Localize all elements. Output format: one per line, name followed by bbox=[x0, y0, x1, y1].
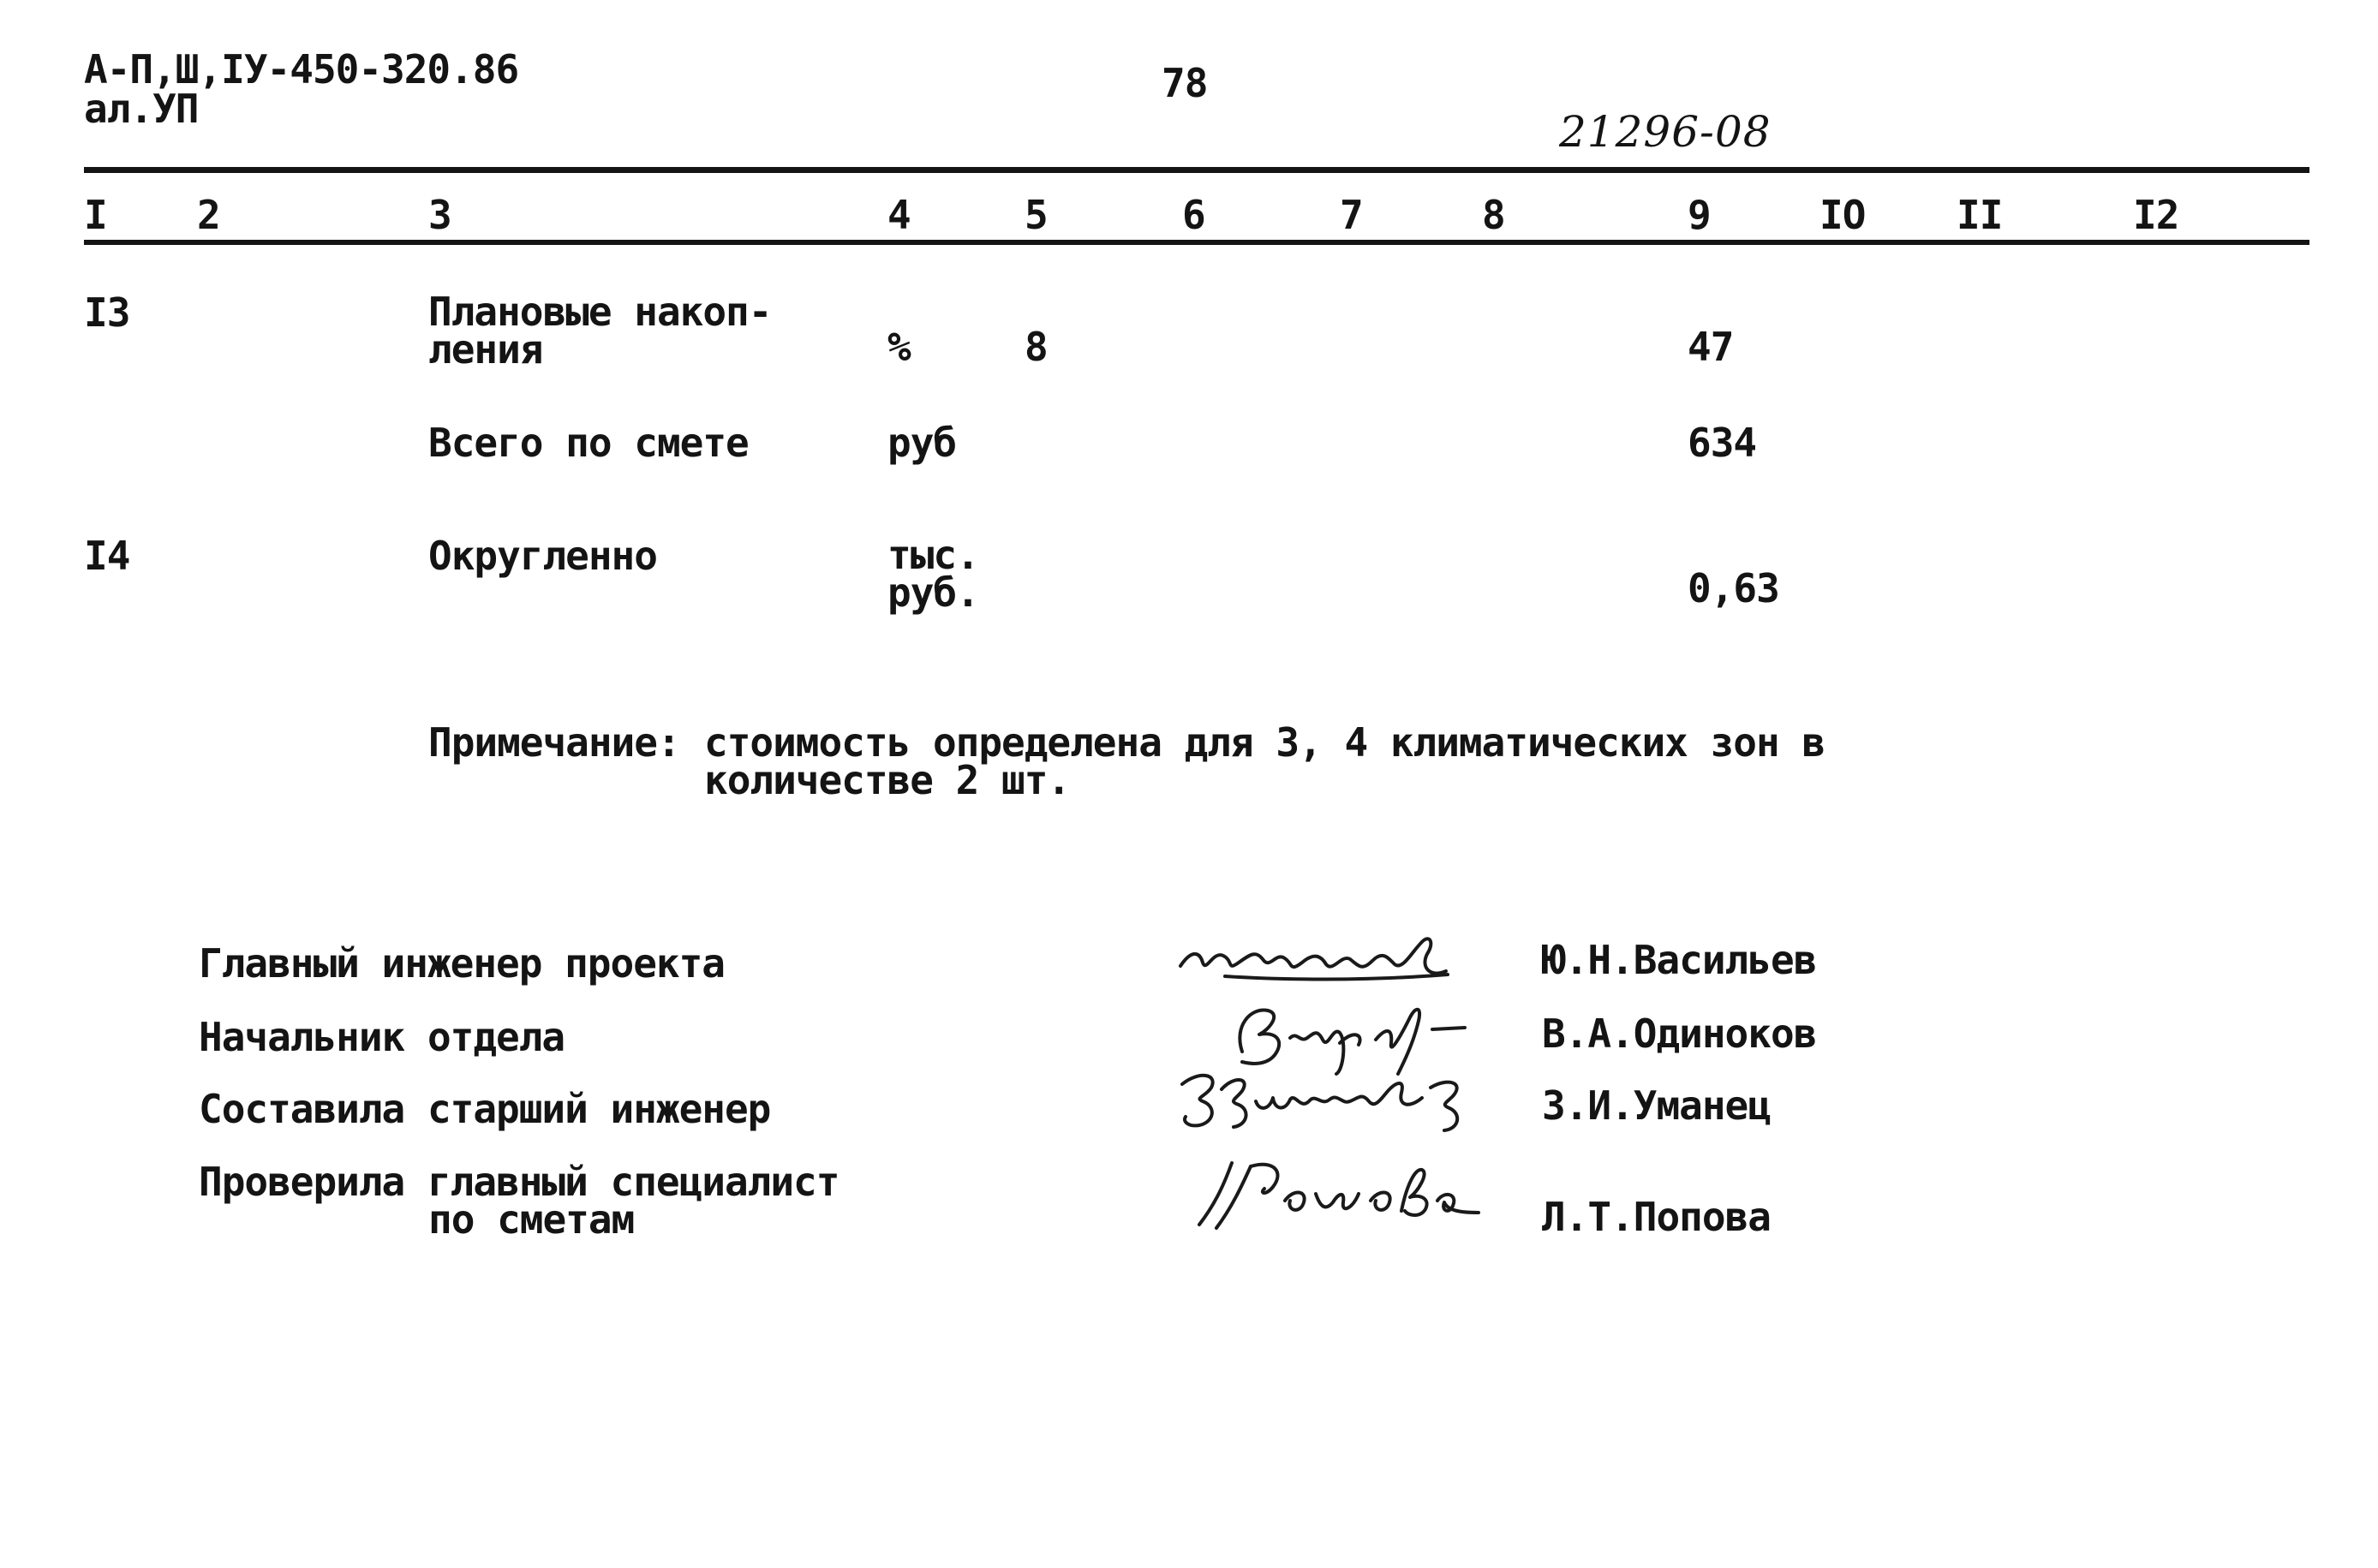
inventory-number: 21296-08 bbox=[1559, 107, 1772, 157]
column-header-3: 3 bbox=[428, 192, 451, 238]
position-line-2: по сметам bbox=[428, 1196, 635, 1243]
row-value-col9: 47 bbox=[1688, 324, 1734, 370]
handwritten-signature-umanets bbox=[1174, 1058, 1482, 1144]
row-unit-rub: руб bbox=[887, 420, 957, 466]
note-label: Примечание: bbox=[428, 719, 680, 766]
row-name-rounded: Округленно bbox=[428, 533, 657, 579]
column-header-7: 7 bbox=[1340, 192, 1363, 238]
row-name-planned-accumulations bbox=[428, 289, 772, 373]
signature-name-chief-specialist: Л.Т.Попова bbox=[1542, 1194, 1771, 1240]
signature-name-chief-engineer: Ю.Н.Васильев bbox=[1542, 937, 1817, 983]
row-unit-percent: % bbox=[887, 324, 911, 370]
column-header-1: I bbox=[84, 192, 107, 238]
column-header-5: 5 bbox=[1025, 192, 1048, 238]
row-rounded-value: 0,63 bbox=[1688, 565, 1779, 611]
column-header-4: 4 bbox=[887, 192, 911, 238]
signature-position-chief-specialist bbox=[199, 1159, 839, 1243]
column-header-6: 6 bbox=[1182, 192, 1205, 238]
album-label: ал.УП bbox=[84, 86, 199, 132]
row-number-14: I4 bbox=[84, 533, 130, 579]
column-header-12: I2 bbox=[2133, 192, 2179, 238]
column-header-2: 2 bbox=[197, 192, 220, 238]
signature-position-chief-engineer: Главный инженер проекта bbox=[199, 940, 725, 987]
header-rule-top bbox=[84, 167, 2309, 173]
note-line-1: стоимость определена для 3, 4 климатических зон в bbox=[704, 719, 1825, 766]
signature-name-senior-engineer: З.И.Уманец bbox=[1542, 1082, 1771, 1129]
column-header-9: 9 bbox=[1688, 192, 1711, 238]
row-number-13: I3 bbox=[84, 289, 130, 336]
row-unit-thousand-rub bbox=[887, 532, 979, 616]
handwritten-signature-popova bbox=[1191, 1151, 1482, 1237]
column-header-8: 8 bbox=[1482, 192, 1505, 238]
unit-line-1: тыс. bbox=[887, 532, 979, 578]
row-name-line-2: ления bbox=[428, 326, 543, 373]
signature-name-department-head: В.А.Одиноков bbox=[1542, 1011, 1817, 1057]
row-total-value: 634 bbox=[1688, 420, 1757, 466]
note-line-2: количестве 2 шт. bbox=[704, 757, 1071, 803]
row-value-col5: 8 bbox=[1025, 324, 1048, 370]
handwritten-signature-vasiliev bbox=[1174, 925, 1465, 993]
unit-line-2: руб. bbox=[887, 569, 979, 616]
position-line-1: Проверила главный специалист bbox=[199, 1159, 839, 1205]
document-code: А-П,Ш,IУ-450-320.86 bbox=[84, 46, 519, 92]
column-header-10: IO bbox=[1819, 192, 1866, 238]
signature-position-department-head: Начальник отдела bbox=[199, 1014, 565, 1060]
signature-position-senior-engineer: Составила старший инженер bbox=[199, 1086, 771, 1132]
header-rule-bottom bbox=[84, 240, 2309, 245]
row-name-total: Всего по смете bbox=[428, 420, 749, 466]
row-name-line-1: Плановые накоп- bbox=[428, 289, 772, 335]
page-number: 78 bbox=[1162, 60, 1208, 106]
column-header-11: II bbox=[1957, 192, 2003, 238]
